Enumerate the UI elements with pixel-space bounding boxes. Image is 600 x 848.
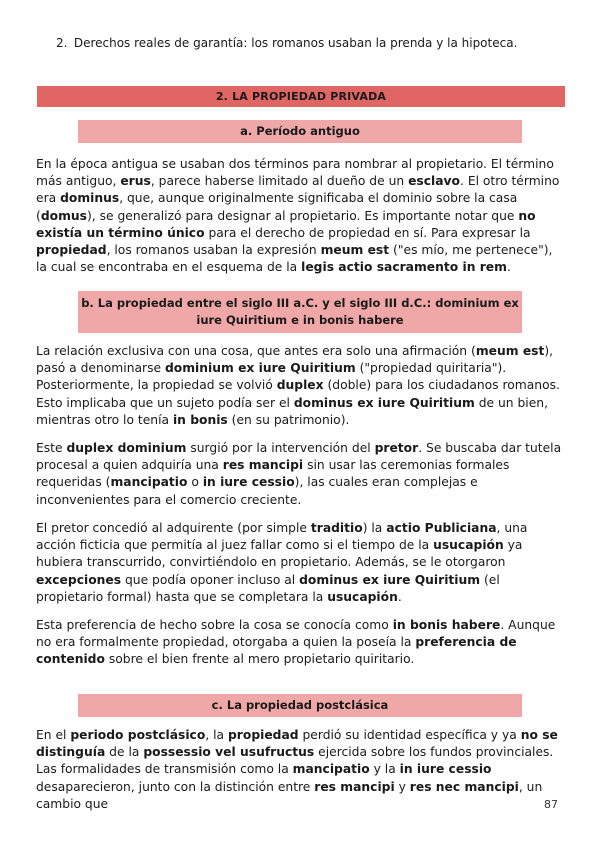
bold-term: res mancipi bbox=[314, 779, 395, 794]
text-run: ), las cuales eran complejas e inconvenientes para el comercio creciente. bbox=[36, 475, 478, 507]
bold-term: in iure cessio bbox=[399, 762, 492, 777]
subsection-heading-line: b. La propiedad entre el siglo III a.C. y el siglo III d.C.: dominium ex bbox=[81, 296, 519, 310]
text-run: . Aunque no era formalmente propiedad, otorgaba a quien la poseía la bbox=[36, 618, 556, 650]
subsection-heading-postclasica: c. La propiedad postclásica bbox=[78, 694, 522, 717]
text-run: ), pasó a denominarse bbox=[36, 344, 554, 376]
text-run: En el bbox=[36, 728, 71, 742]
bold-term: dominus ex iure Quiritium bbox=[293, 395, 475, 410]
text-run: surgió por la intervención del bbox=[186, 441, 375, 455]
section-heading-propiedad-privada: 2. LA PROPIEDAD PRIVADA bbox=[37, 86, 565, 107]
text-run: , una acción ficticia que permitía al juez fallar como si el tiempo de la bbox=[36, 521, 528, 553]
text-run: sobre el bien frente al mero propietario quiritario. bbox=[104, 652, 415, 667]
text-run: ("propiedad quiritaria"). Posteriormente, la propiedad se volvió bbox=[36, 361, 507, 393]
paragraph bbox=[36, 156, 566, 276]
text-run: ejercida sobre los fundos provinciales. Las formalidades de transmisión como la bbox=[36, 745, 554, 777]
bold-term: duplex dominium bbox=[66, 441, 187, 455]
text-run: . Se buscaba dar tutela procesal a quien adquiría una bbox=[36, 441, 562, 473]
subsection-heading-periodo-antiguo: a. Período antiguo bbox=[78, 120, 522, 143]
paragraph bbox=[36, 617, 566, 669]
list-number: 2. bbox=[56, 36, 68, 50]
text-run: ) la bbox=[362, 521, 387, 535]
bold-term: no existía un término único bbox=[36, 208, 536, 240]
paragraph bbox=[36, 440, 566, 509]
paragraph bbox=[36, 520, 566, 606]
text-run: El pretor concedió al adquirente (por simple bbox=[36, 521, 311, 535]
text-run: , la bbox=[205, 728, 228, 742]
subsection-heading-siglo-iii bbox=[78, 291, 522, 333]
bold-term: dominus ex iure Quiritium bbox=[299, 572, 481, 587]
bold-term: preferencia de contenido bbox=[36, 635, 517, 667]
text-run: perdió su identidad específica y ya bbox=[298, 728, 521, 742]
bold-term: in bonis bbox=[172, 412, 228, 427]
text-run: Esta preferencia de hecho sobre la cosa se conocía como bbox=[36, 618, 393, 632]
bold-term: erus bbox=[120, 174, 151, 189]
bold-term: periodo postclásico bbox=[70, 728, 206, 742]
text-run: , un cambio que bbox=[36, 779, 543, 811]
bold-term: propiedad bbox=[36, 243, 107, 258]
text-run: . bbox=[397, 589, 402, 604]
bold-term: res nec mancipi bbox=[409, 779, 519, 794]
text-run: y la bbox=[369, 762, 400, 777]
bold-term: excepciones bbox=[36, 572, 122, 587]
bold-term: duplex bbox=[276, 378, 324, 393]
text-run: Este bbox=[36, 441, 67, 455]
bold-term: domus bbox=[40, 208, 87, 223]
text-run: , los romanos usaban la expresión bbox=[106, 243, 321, 258]
text-run: , parece haberse limitado al dueño de un bbox=[150, 174, 409, 189]
text-run: de la bbox=[105, 745, 144, 760]
text-run: En la época antigua se usaban dos términos para nombrar al propietario. El término más antiguo, bbox=[36, 157, 554, 189]
paragraph bbox=[36, 727, 566, 813]
bold-term: mancipatio bbox=[292, 762, 370, 777]
text-run: y bbox=[394, 779, 410, 794]
list-item-garantia bbox=[56, 35, 556, 51]
list-text: Derechos reales de garantía: los romanos usaban la prenda y la hipoteca. bbox=[73, 36, 518, 50]
subsection-heading-line: iure Quiritium e in bonis habere bbox=[196, 313, 404, 327]
bold-term: usucapión bbox=[327, 589, 398, 604]
text-run: . El otro término era bbox=[36, 174, 560, 206]
bold-term: meum est bbox=[320, 243, 390, 258]
bold-term: no se distinguía bbox=[36, 728, 558, 760]
text-run: o bbox=[187, 475, 203, 490]
text-run: que podía oponer incluso al bbox=[121, 572, 300, 587]
text-run: (el propietario formal) hasta que se completara la bbox=[36, 572, 500, 604]
text-run: ("es mío, me pertenece"), la cual se encontraba en el esquema de la bbox=[36, 243, 553, 275]
bold-term: dominium ex iure Quiritium bbox=[164, 361, 356, 376]
text-run: desaparecieron, junto con la distinción entre bbox=[36, 779, 315, 794]
bold-term: pretor bbox=[374, 441, 419, 455]
text-run: La relación exclusiva con una cosa, que antes era solo una afirmación ( bbox=[36, 344, 476, 358]
text-run: . bbox=[506, 260, 511, 275]
text-run: ya hubiera transcurrido, convirtiéndolo en propietario. Además, se le otorgaron bbox=[36, 538, 523, 570]
bold-term: actio Publiciana bbox=[386, 521, 497, 535]
bold-term: propiedad bbox=[228, 728, 299, 742]
text-run: para el derecho de propiedad en sí. Para expresar la bbox=[204, 225, 531, 240]
bold-term: usucapión bbox=[433, 538, 504, 553]
bold-term: in iure cessio bbox=[202, 475, 295, 490]
text-run: de un bien, mientras otro lo tenía bbox=[36, 395, 548, 427]
bold-term: possessio vel usufructus bbox=[143, 745, 315, 760]
bold-term: res mancipi bbox=[222, 458, 304, 473]
bold-term: dominus bbox=[60, 191, 120, 206]
bold-term: legis actio sacramento in rem bbox=[301, 260, 507, 275]
bold-term: in bonis habere bbox=[392, 618, 501, 632]
page-number: 87 bbox=[544, 798, 558, 811]
bold-term: mancipatio bbox=[110, 475, 188, 490]
paragraph bbox=[36, 343, 566, 429]
bold-term: esclavo bbox=[408, 174, 460, 189]
text-run: ), se generalizó para designar al propietario. Es importante notar que bbox=[86, 208, 519, 223]
bold-term: meum est bbox=[475, 344, 545, 358]
text-run: (doble) para los ciudadanos romanos. Esto implicaba que un sujeto podía ser el bbox=[36, 378, 560, 410]
bold-term: traditio bbox=[310, 521, 363, 535]
text-run: , que, aunque originalmente significaba el dominio sobre la casa ( bbox=[36, 191, 518, 223]
text-run: sin usar las ceremonias formales requeridas ( bbox=[36, 458, 510, 490]
text-run: (en su patrimonio). bbox=[227, 412, 350, 427]
